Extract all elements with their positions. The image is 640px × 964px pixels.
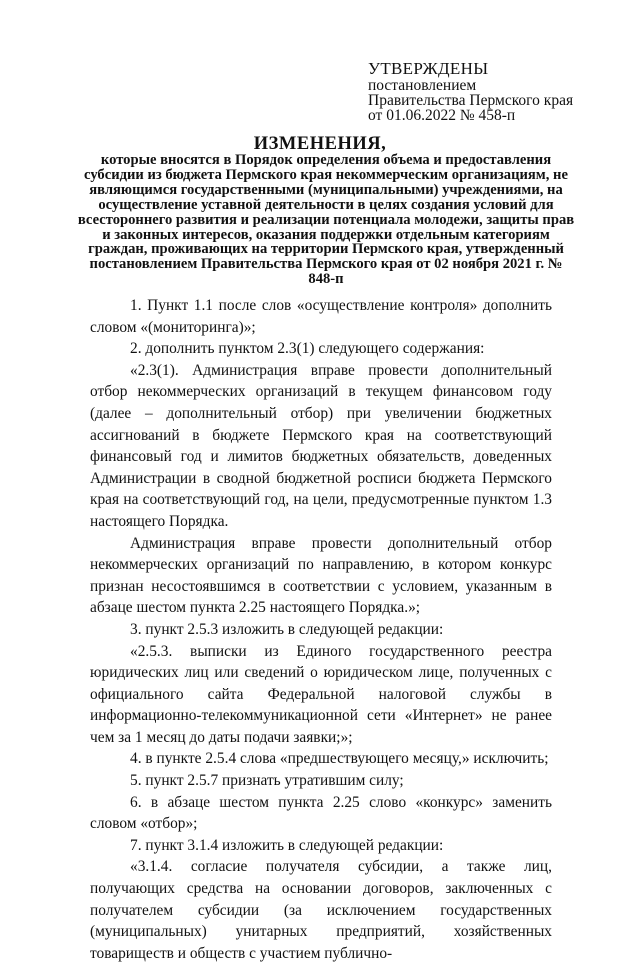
document-subtitle: которые вносятся в Порядок определения объема и предоставления субсидии из бюджета Пермского края некоммерческим организациям, не являющимся государственными (муниципальными) учреждениями, на осуществление уставной деятельности в целях создания условий для всестороннего развития и реализации потенциала молодежи, защиты прав и законных интересов, оказания поддержки отдельным категориям граждан, проживающих на территории Пермского края, утвержденный постановлением Правительства Пермского края от 02 ноября 2021 г. № 848-п bbox=[77, 152, 575, 288]
paragraph-5: 3. пункт 2.5.3 изложить в следующей редакции: bbox=[130, 620, 444, 638]
paragraph-6: «2.5.3. выписки из Единого государственного реестра юридических лиц или сведений о юридическом лице, полученных с официального сайта Федеральной налоговой службы в информационно-телекоммуникационной сети «Интернет» не ранее чем за 1 месяц до даты подачи заявки;»; bbox=[90, 642, 552, 746]
approval-line-2: Правительства Пермского края bbox=[368, 92, 574, 109]
paragraph-11: «3.1.4. согласие получателя субсидии, а также лиц, получающих средства на основании договоров, заключенных с получателем субсидии (за исключением государственных (муниципальных) унитарных предприятий, хозяйственных товариществ и обществ с участием публично- bbox=[90, 858, 552, 962]
paragraph-7: 4. в пункте 2.5.4 слова «предшествующего месяцу,» исключить; bbox=[130, 750, 549, 768]
paragraph-2: 2. дополнить пунктом 2.3(1) следующего содержания: bbox=[130, 340, 485, 358]
paragraph-8: 5. пункт 2.5.7 признать утратившим силу; bbox=[130, 772, 404, 790]
paragraph-4: Администрация вправе провести дополнительный отбор некоммерческих организаций по направлению, в котором конкурс признан несостоявшимся в соответствии с условием, указанным в абзаце шестом пункта 2.25 настоящего Порядка.»; bbox=[90, 534, 552, 617]
paragraph-10: 7. пункт 3.1.4 изложить в следующей редакции: bbox=[130, 836, 444, 854]
paragraph-1: 1. Пункт 1.1 после слов «осуществление контроля» дополнить словом «(мониторинга)»; bbox=[90, 297, 552, 336]
paragraph-3: «2.3(1). Администрация вправе провести дополнительный отбор некоммерческих организаций в текущем финансовом году (далее – дополнительный отбор) при увеличении бюджетных ассигнований в бюджете Пермского края на соответствующий финансовый год и лимитов бюджетных обязательств, доведенных Администрации в сводной бюджетной росписи бюджета Пермского края на соответствующий год, на цели, предусмотренные пунктом 1.3 настоящего Порядка. bbox=[90, 361, 552, 530]
approval-line-3: от 01.06.2022 № 458-п bbox=[368, 107, 516, 124]
approval-stamp bbox=[368, 60, 628, 123]
paragraph-9: 6. в абзаце шестом пункта 2.25 слово «конкурс» заменить словом «отбор»; bbox=[90, 793, 552, 833]
approval-head: УТВЕРЖДЕНЫ bbox=[368, 59, 489, 78]
approval-line-1: постановлением bbox=[368, 77, 477, 94]
document-body bbox=[90, 295, 552, 964]
document-title: ИЗМЕНЕНИЯ, bbox=[253, 134, 387, 154]
